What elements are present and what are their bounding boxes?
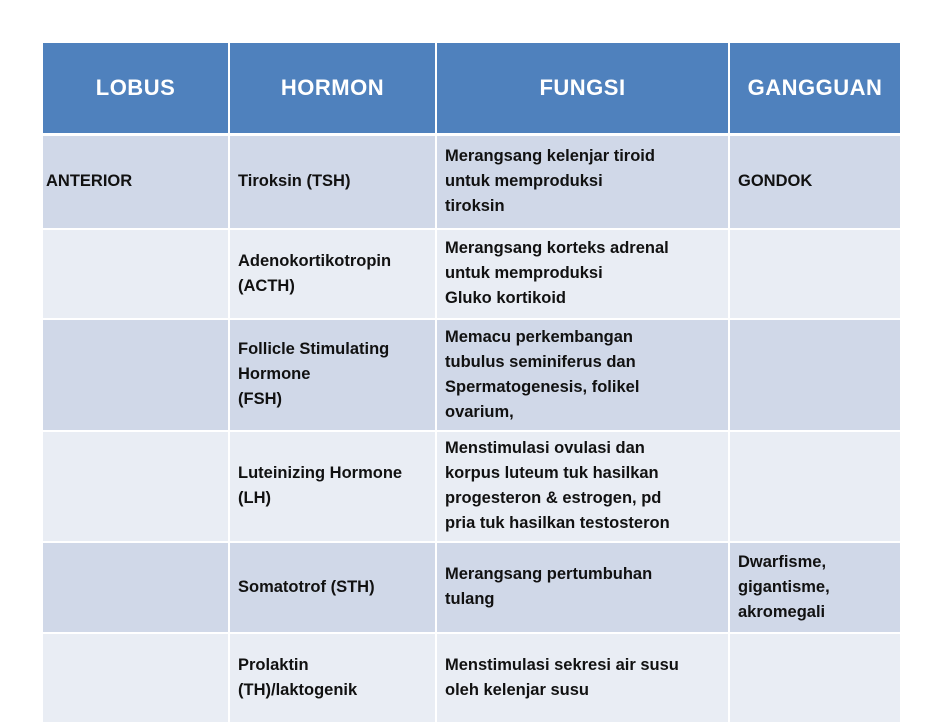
cell-lobus — [43, 229, 229, 319]
cell-fungsi: Memacu perkembangan tubulus seminiferus dan Spermatogenesis, folikel ovarium, — [436, 319, 729, 431]
cell-hormon: Follicle Stimulating Hormone (FSH) — [229, 319, 436, 431]
hormone-table-container — [43, 43, 900, 699]
header-gangguan: GANGGUAN — [729, 43, 900, 135]
cell-hormon: Adenokortikotropin (ACTH) — [229, 229, 436, 319]
cell-fungsi: Merangsang korteks adrenal untuk memproduksi Gluko kortikoid — [436, 229, 729, 319]
cell-gangguan: GONDOK — [729, 135, 900, 229]
cell-fungsi: Menstimulasi sekresi air susu oleh kelenjar susu — [436, 633, 729, 723]
cell-gangguan — [729, 431, 900, 542]
cell-lobus — [43, 542, 229, 633]
header-lobus: LOBUS — [43, 43, 229, 135]
table-header-row — [43, 43, 900, 135]
cell-hormon: Tiroksin (TSH) — [229, 135, 436, 229]
header-fungsi: FUNGSI — [436, 43, 729, 135]
cell-gangguan — [729, 633, 900, 723]
table-row — [43, 135, 900, 229]
table-row — [43, 633, 900, 723]
cell-fungsi: Menstimulasi ovulasi dan korpus luteum tuk hasilkan progesteron & estrogen, pd pria tuk hasilkan testosteron — [436, 431, 729, 542]
hormone-table — [43, 43, 900, 724]
cell-fungsi: Merangsang pertumbuhan tulang — [436, 542, 729, 633]
table-row — [43, 319, 900, 431]
cell-lobus — [43, 633, 229, 723]
cell-fungsi: Merangsang kelenjar tiroid untuk memproduksi tiroksin — [436, 135, 729, 229]
cell-hormon: Luteinizing Hormone (LH) — [229, 431, 436, 542]
cell-gangguan — [729, 319, 900, 431]
table-row — [43, 431, 900, 542]
cell-lobus: ANTERIOR — [43, 135, 229, 229]
cell-gangguan: Dwarfisme, gigantisme, akromegali — [729, 542, 900, 633]
cell-lobus — [43, 319, 229, 431]
cell-hormon: Somatotrof (STH) — [229, 542, 436, 633]
header-hormon: HORMON — [229, 43, 436, 135]
table-row — [43, 542, 900, 633]
cell-gangguan — [729, 229, 900, 319]
cell-hormon: Prolaktin (TH)/laktogenik — [229, 633, 436, 723]
cell-lobus — [43, 431, 229, 542]
table-row — [43, 229, 900, 319]
